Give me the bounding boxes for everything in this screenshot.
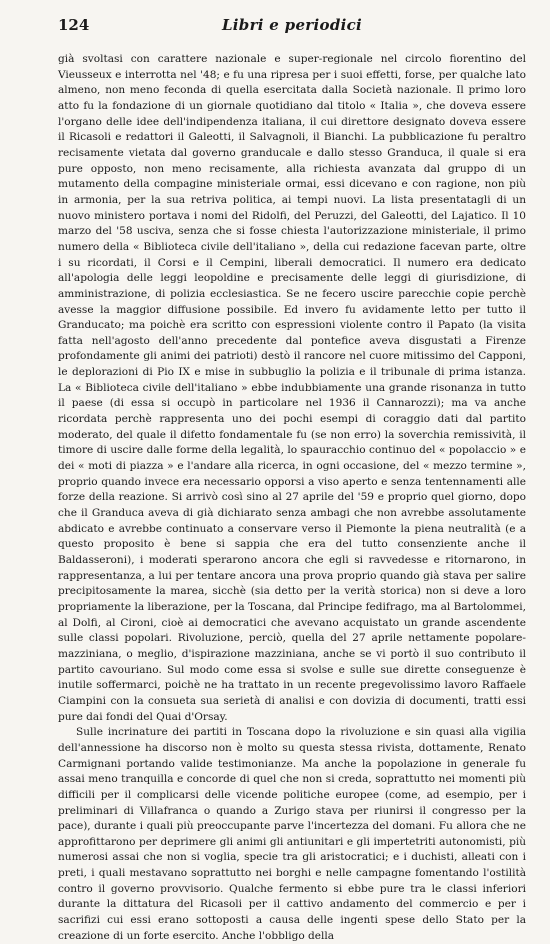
page-number: 124 [58, 16, 90, 34]
body-paragraph-2: Sulle incrinature dei partiti in Toscana dopo la rivoluzione e sin quasi alla vigilia dell'annessione ha discorso non è molto su questa stessa rivista, dottamente, Renato Carmignani portando valide testimonianze. Ma anche la popolazione in generale fu assai meno tranquilla e concorde di quel che non si creda, soprattutto nei momenti più difficili per il complicarsi delle vicende politiche europee (come, ad esempio, per i preliminari di Villafranca o quando a Zurigo stava per riunirsi il congresso per la pace), durante i quali più preoccupante parve l'incertezza del domani. Fu allora che ne approfittarono per deprimere gli animi gli antiunitari e gli impertetriti autonomisti, più numerosi assai che non si voglia, specie tra gli aristocratici; e i duchisti, alleati con i preti, i quali mestavano soprattutto nei borghi e nelle campagne fomentando l'ostilità contro il governo provvisorio. Qualche fermento si ebbe pure tra le classi inferiori durante la dittatura del Ricasoli per il cattivo andamento del commercio e per i sacrifizi cui essi erano sottoposti a causa delle ingenti spese dello Stato per la creazione di un forte esercito. Anche l'obbligo della [58, 726, 526, 942]
running-title: Libri e periodici [221, 16, 363, 34]
running-head [58, 16, 526, 40]
body-paragraph-1: già svoltasi con carattere nazionale e super-regionale nel circolo fiorentino del Vieusseux e interrotta nel '48; e fu una ripresa per i suoi effetti, forse, per qualche lato almeno, non meno feconda di quella esercitata dalla Società nazionale. Il primo loro atto fu la fondazione di un giornale quotidiano dal titolo « Italia », che doveva essere l'organo delle idee dell'indipendenza italiana, il cui direttore designato doveva essere il Ricasoli e redattori il Galeotti, il Salvagnoli, il Bianchi. La pubblicazione fu peraltro recisamente vietata dal governo granducale e dallo stesso Granduca, il quale si era pure opposto, non meno recisamente, alla richiesta avanzata dal gruppo di un mutamento della compagine ministeriale ormai, essi dicevano e con ragione, non più in armonia, per la sua retriva politica, ai tempi nuovi. La lista presentatagli di un nuovo ministero portava i nomi del Ridolfi, del Peruzzi, del Galeotti, del Lajatico. Il 10 marzo del '58 usciva, senza che si fosse chiesta l'autorizzazione ministeriale, il primo numero della « Biblioteca civile dell'italiano », della cui redazione facevan parte, oltre i su ricordati, il Corsi e il Cempini, liberali democratici. Il numero era dedicato all'apologia delle leggi leopoldine e precisamente delle leggi di giurisdizione, di amministrazione, di polizia ecclesiastica. Se ne fecero uscire parecchie copie perchè avesse la maggior diffusione possibile. Ed invero fu avidamente letto per tutto il Granducato; ma poichè era scritto con espressioni violente contro il Papato (la visita fatta nell'agosto dell'anno precedente dal pontefice aveva disgustati a Firenze profondamente gli animi dei patrioti) destò il rancore nel cuore mitissimo del Capponi, le deplorazioni di Pio IX e mise in subbuglio la polizia e il tribunale di prima istanza. La « Biblioteca civile dell'italiano » ebbe indubbiamente una grande risonanza in tutto il paese (di essa si occupò in particolare nel 1936 il Cannarozzi); ma va anche ricordata perchè rappresenta uno dei pochi esempi di coraggio dati dal partito moderato, del quale il difetto fondamentale fu (se non erro) la soverchia remissività, il timore di uscire dalle forme della legalità, lo spauracchio continuo del « popolaccio » e dei « moti di piazza » e l'andare alla ricerca, in ogni occasione, del « mezzo termine », proprio quando invece era necessario opporsi a viso aperto e senza tentennamenti alle forze della reazione. Si arrivò così sino al 27 aprile del '59 e proprio quel giorno, dopo che il Granduca aveva di già dichiarato senza ambagi che non avrebbe assolutamente abdicato e avrebbe continuato a conservare verso il Piemonte la piena neutralità (e a questo proposito è bene si sappia che era del tutto consenziente anche il Baldasseroni), i moderati sperarono ancora che egli si ravvedesse e ritornarono, in rappresentanza, a lui per tentare ancora una prova proprio quando già stava per salire precipitosamente la marea, sicchè (sia detto per la verità storica) non si deve a loro propriamente la liberazione, per la Toscana, dal Principe fedifrago, ma al Bartolommei, al Dolfi, al Cironi, cioè ai democratici che avevano acquistato un grande ascendente sulle classi popolari. Rivoluzione, perciò, quella del 27 aprile nettamente popolare-mazziniana, o meglio, d'ispirazione mazziniana, anche se vi portò il suo contributo il partito cavouriano. Sul modo come essa si svolse e sulle sue dirette conseguenze è inutile soffermarci, poichè ne ha trattato in un recente pregevolissimo lavoro Raffaele Ciampini con la consueta sua serietà di analisi e con dovizia di documenti, tratti essi pure dai fondi del Quai d'Orsay. [58, 53, 526, 723]
page [58, 16, 526, 944]
